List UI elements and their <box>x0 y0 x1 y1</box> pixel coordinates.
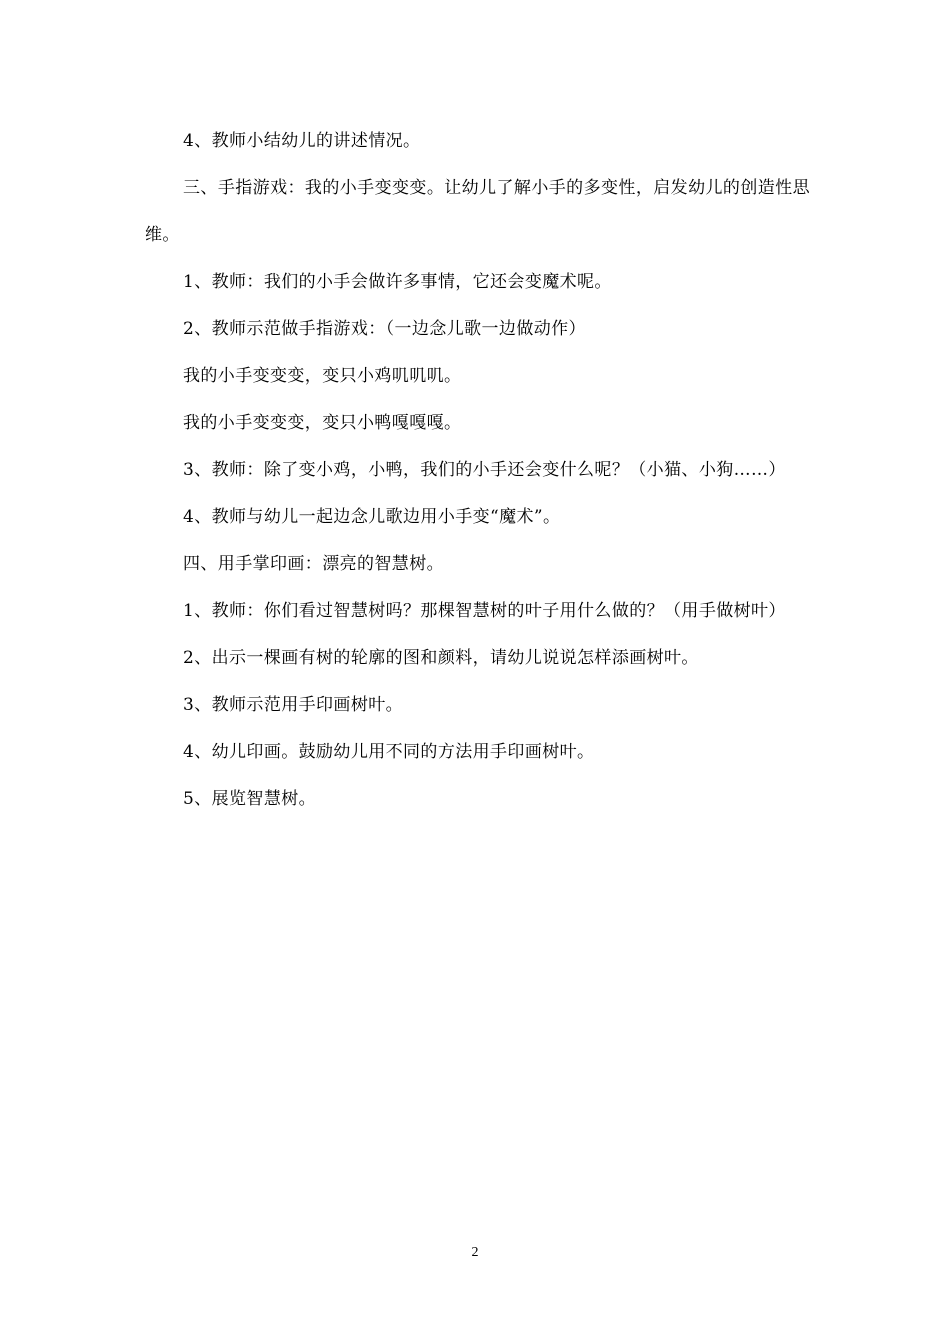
page-number: 2 <box>471 1245 479 1260</box>
paragraph-section-finger-game: 三、手指游戏：我的小手变变变。让幼儿了解小手的多变性，启发幼儿的创造性思维。 <box>145 178 810 245</box>
paragraph-summary: 4、教师小结幼儿的讲述情况。 <box>183 131 421 151</box>
paragraph-handprint-step-3: 3、教师示范用手印画树叶。 <box>183 695 404 715</box>
paragraph-section-handprint: 四、用手掌印画：漂亮的智慧树。 <box>183 554 444 574</box>
paragraph-step-1: 1、教师：我们的小手会做许多事情，它还会变魔术呢。 <box>183 272 612 292</box>
paragraph-step-3: 3、教师：除了变小鸡，小鸭，我们的小手还会变什么呢？（小猫、小狗……） <box>183 460 786 480</box>
paragraph-handprint-step-5: 5、展览智慧树。 <box>183 789 317 809</box>
document-body <box>145 118 810 823</box>
paragraph-handprint-step-2: 2、出示一棵画有树的轮廓的图和颜料，请幼儿说说怎样添画树叶。 <box>183 648 699 668</box>
paragraph-rhyme-line-2: 我的小手变变变，变只小鸭嘎嘎嘎。 <box>183 413 462 433</box>
paragraph-handprint-step-1: 1、教师：你们看过智慧树吗？那棵智慧树的叶子用什么做的？（用手做树叶） <box>183 601 786 621</box>
paragraph-handprint-step-4: 4、幼儿印画。鼓励幼儿用不同的方法用手印画树叶。 <box>183 742 595 762</box>
paragraph-rhyme-line-1: 我的小手变变变，变只小鸡叽叽叽。 <box>183 366 462 386</box>
paragraph-step-4: 4、教师与幼儿一起边念儿歌边用小手变“魔术”。 <box>183 507 561 527</box>
paragraph-step-2: 2、教师示范做手指游戏：（一边念儿歌一边做动作） <box>183 319 586 339</box>
